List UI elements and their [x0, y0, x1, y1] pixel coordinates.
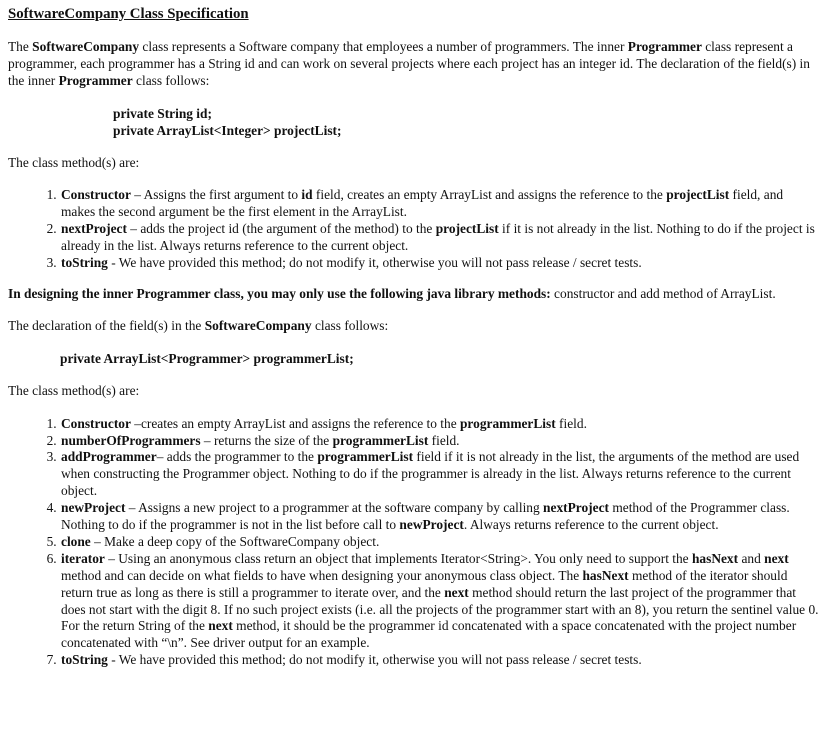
methods-heading: The class method(s) are: — [8, 154, 140, 170]
field-declaration: private ArrayList<Programmer> programmerList; — [60, 350, 354, 366]
methods-heading: The class method(s) are: — [8, 382, 140, 398]
list-item: 3. toString - We have provided this method; do not modify it, otherwise you will not pass release / secret tests. — [60, 255, 820, 272]
company-declaration-paragraph: The declaration of the field(s) in the SoftwareCompany class follows: — [8, 317, 389, 333]
field-declaration: private String id; — [113, 105, 212, 121]
list-item: 1. Constructor –creates an empty ArrayList and assigns the reference to the programmerList field. — [60, 416, 820, 433]
list-item: 6. iterator – Using an anonymous class return an object that implements Iterator<String>. You only need to support the hasNext and next method and can decide on what fields to have when designing your anonymous class object. The hasNext method of the iterator should return true as long as there is still a programmer to iterate over, and the next method should return the last project of the programmer that does not start with the digit 8. If no such project exists (i.e. all the projects of the programmer start with an 8), you return the sentinel value 0. For the return String of the next method, it should be the programmer id concatenated with a space concatenated with the project number concatenated with “\n”. See driver output for an example. — [60, 551, 820, 652]
programmer-methods-list — [8, 187, 820, 272]
list-item: 7. toString - We have provided this method; do not modify it, otherwise you will not pass release / secret tests. — [60, 652, 820, 669]
list-item: 3. addProgrammer– adds the programmer to the programmerList field if it is not already in the list, the arguments of the method are used when constructing the Programmer object. Nothing to do if the programmer is already in the list. Always returns reference to the current object. — [60, 449, 820, 500]
field-declaration: private ArrayList<Integer> projectList; — [113, 122, 342, 138]
page-title: SoftwareCompany Class Specification — [8, 6, 249, 22]
list-item: 4. newProject – Assigns a new project to a programmer at the software company by calling nextProject method of the Programmer class. Nothing to do if the programmer is not in the list before call to newProject. Always returns reference to the current object. — [60, 500, 820, 534]
company-fields-code — [60, 351, 820, 368]
list-item: 1. Constructor – Assigns the first argument to id field, creates an empty ArrayList and assigns the reference to the projectList field, and makes the second argument be the first element in the ArrayList. — [60, 187, 820, 221]
design-note-paragraph: In designing the inner Programmer class, you may only use the following java library methods: constructor and add method of ArrayList. — [8, 285, 776, 301]
company-methods-list — [8, 416, 820, 670]
list-item: 2. numberOfProgrammers – returns the size of the programmerList field. — [60, 433, 820, 450]
list-item: 5. clone – Make a deep copy of the SoftwareCompany object. — [60, 534, 820, 551]
intro-paragraph: The SoftwareCompany class represents a Software company that employees a number of programmers. The inner Programmer class represent a programmer, each programmer has a String id and can work on several projects where each project has an integer id. The declaration of the field(s) in the inner Programmer class follows: — [8, 39, 810, 88]
list-item: 2. nextProject – adds the project id (the argument of the method) to the projectList if it is not already in the list. Nothing to do if the project is already in the list. Always returns reference to the current object. — [60, 221, 820, 255]
programmer-fields-code — [113, 106, 820, 140]
